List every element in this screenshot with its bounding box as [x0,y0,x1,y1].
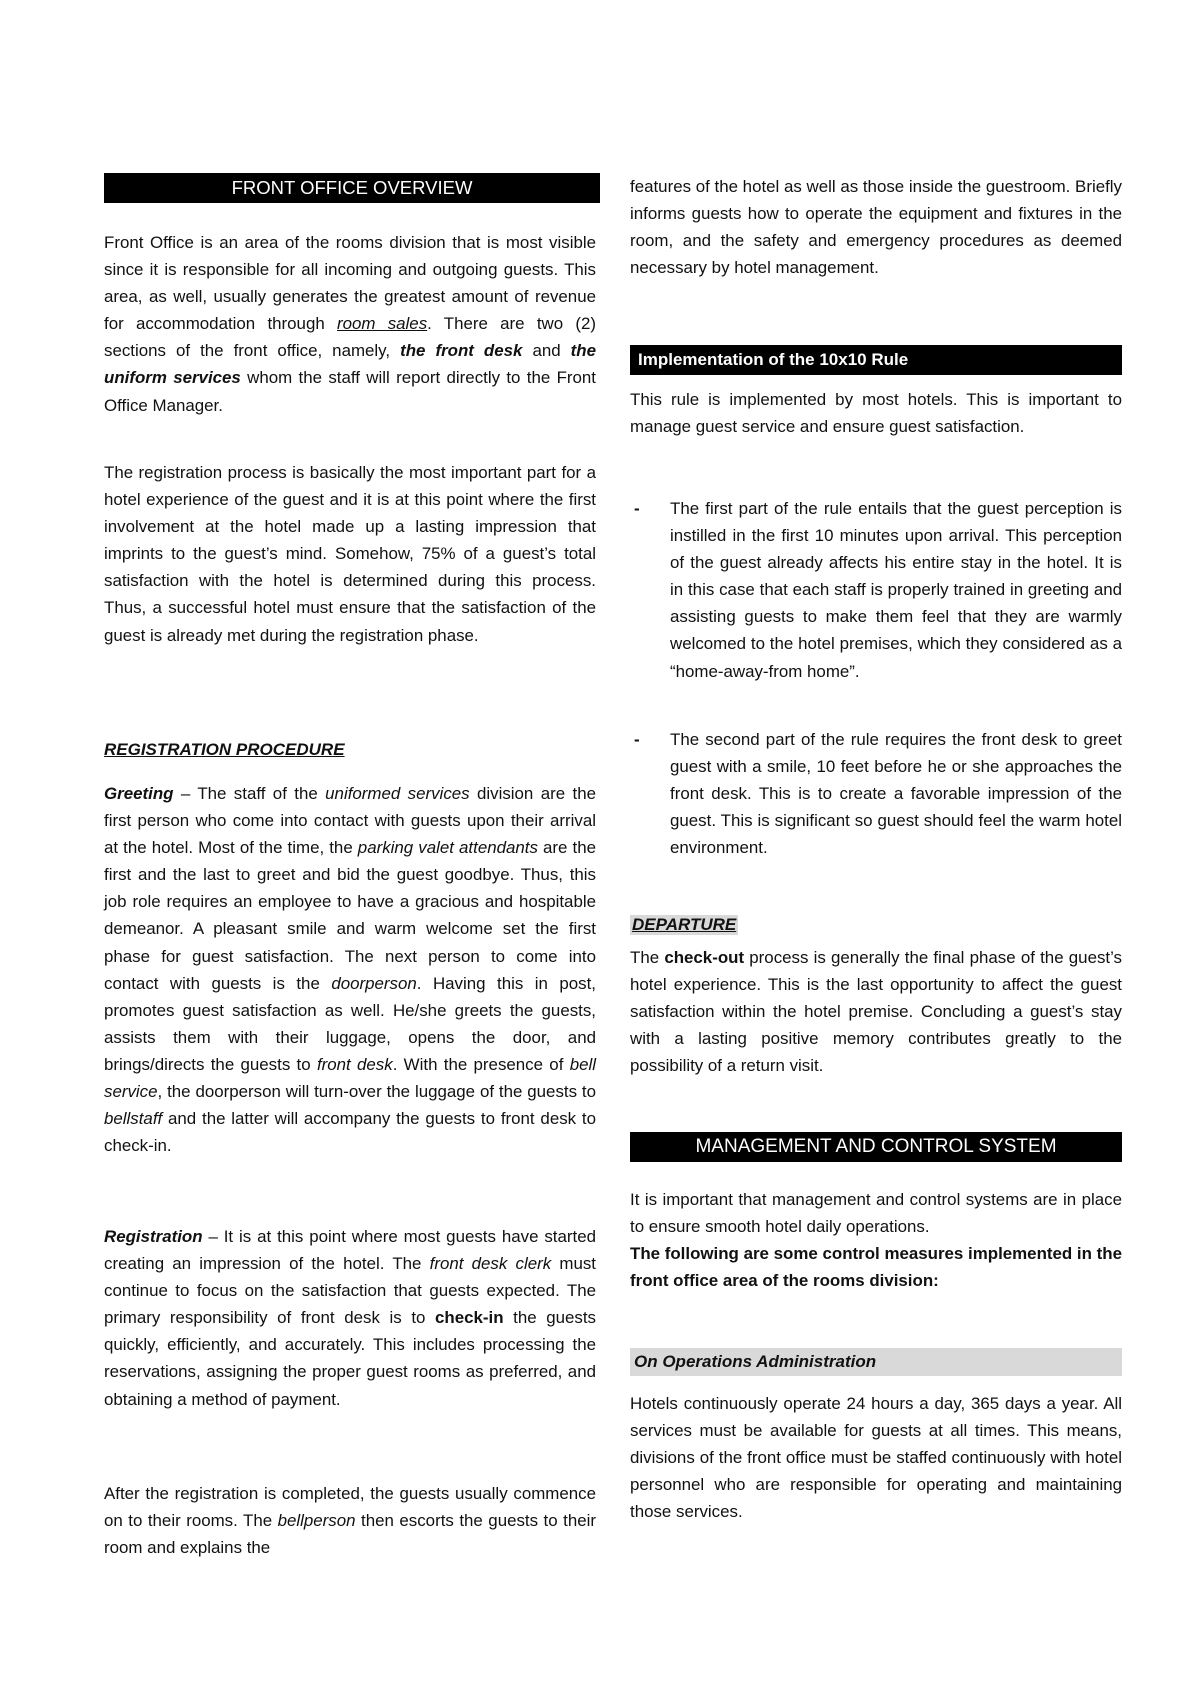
front-desk-term: the front desk [400,341,523,361]
departure-text-b: process is generally the final phase of the guest’s hotel experience. This is the last opportunity to affect the guest satisfaction within the hotel premise. Concluding a guest’s stay with a lasting positive memory contributes greatly to the possibility of a return visit. [630,948,1122,1076]
right-column [630,0,1122,1697]
management-control-heading: MANAGEMENT AND CONTROL SYSTEM [630,1132,1122,1162]
overview-text-c: whom the staff will report directly to the Front Office Manager. [104,368,597,415]
management-paragraph-2: The following are some control measures implemented in the front office area of the rooms division: [630,1244,1122,1291]
overview-text-a: Front Office is an area of the rooms division that is most visible since it is responsible for all incoming and outgoing guests. This area, as well, usually generates the greatest amount of revenue for accommodation through [104,233,596,334]
front-office-overview-heading: FRONT OFFICE OVERVIEW [104,173,600,203]
greeting-text-a: division are the first person who come into contact with guests upon their arrival at the hotel. Most of the time, the [104,784,596,858]
registration-text-b: must continue to focus on the satisfaction that guests expected. The primary responsibility of front desk is to [104,1254,596,1328]
check-in-term: check-in [435,1308,504,1328]
greeting-text-f: and the latter will accompany the guests to front desk to check-in. [104,1109,596,1156]
registration-text-c: the guests quickly, efficiently, and accurately. This includes processing the reservations, assigning the proper guest rooms as preferred, and obtaining a method of payment. [104,1308,596,1409]
uniformed-services-term: uniformed services [325,784,470,803]
after-text-b: then escorts the guests to their room and explains the [104,1511,596,1558]
registration-procedure-heading: REGISTRATION PROCEDURE [104,740,345,759]
after-text-a: After the registration is completed, the guests usually commence on to their rooms. The [104,1484,596,1531]
overview-text-b: . There are two (2) sections of the front office, namely, [104,314,597,361]
greeting-label: Greeting [104,784,174,803]
departure-heading: DEPARTURE [632,915,737,934]
overview-paragraph [104,229,596,419]
features-continuation-paragraph: features of the hotel as well as those inside the guestroom. Briefly informs guests how to operate the equipment and fixtures in the room, and the safety and emergency procedures as deemed necessary by hotel management. [630,177,1122,278]
room-sales-term: room sales [336,314,428,334]
uniform-services-term: the uniform services [104,341,596,388]
greeting-dash: – The staff of the [173,784,326,803]
greeting-text-b: are the first and the last to greet and bid the guest goodbye. Thus, this job role requires an employee to have a gracious and hospitable demeanor. A pleasant smile and warm welcome set the first phase for guest satisfaction. The next person to come into contact with guests is the [104,838,596,993]
greeting-text-e: , the doorperson will turn-over the luggage of the guests to [157,1082,596,1102]
rule-bullet-2-text: The second part of the rule requires the front desk to greet guest with a smile, 10 feet before he or she approaches the front desk. This is to create a favorable impression of the guest. This is significant so guest should feel the warm hotel environment. [670,730,1122,858]
left-column [104,0,596,1697]
bullet-dash-icon: - [634,499,640,518]
rule-bullet-1-text: The first part of the rule entails that the guest perception is instilled in the first 10 minutes upon arrival. This perception of the guest already affects his entire stay in the hotel. It is in this case that each staff is properly trained in greeting and assisting guests to make them feel that they are warmly welcomed to the hotel premises, which they considered as a “home-away-from home”. [670,499,1122,681]
front-desk-italic-term: front desk [316,1054,393,1074]
greeting-text-d: . With the presence of [392,1054,570,1074]
registration-paragraph [104,1223,596,1413]
doorperson-term: doorperson [331,973,417,993]
after-registration-paragraph [104,1480,596,1561]
operations-administration-heading: On Operations Administration [630,1348,1122,1376]
bullet-dash-icon: - [634,730,640,749]
registration-dash: – [202,1227,224,1246]
rule-intro-paragraph: This rule is implemented by most hotels. This is important to manage guest service and ensure guest satisfaction. [630,390,1122,437]
check-out-term: check-out [664,948,745,967]
bellstaff-term: bellstaff [104,1109,163,1129]
management-paragraph-1: It is important that management and control systems are in place to ensure smooth hotel daily operations. [630,1190,1122,1237]
ten-by-ten-rule-heading: Implementation of the 10x10 Rule [630,345,1122,375]
departure-text-a: The [630,948,665,967]
greeting-text-c: . Having this in post, promotes guest satisfaction as well. He/she greets the guests, assists them with their luggage, opens the door, and brings/directs the guests to [104,973,597,1074]
operations-paragraph: Hotels continuously operate 24 hours a day, 365 days a year. All services must be available for guests at all times. This means, divisions of the front office must be staffed continuously with hotel personnel who are responsible for operating and maintaining those services. [630,1394,1122,1522]
bell-service-term: bell service [104,1054,596,1102]
departure-paragraph [630,944,1122,1079]
registration-label: Registration [104,1227,203,1246]
parking-valet-term: parking valet attendants [357,838,538,858]
front-desk-clerk-term: front desk clerk [429,1254,552,1274]
greeting-paragraph [104,780,596,1159]
overview-and: and [522,341,571,361]
bellperson-term: bellperson [277,1511,356,1531]
registration-text-a: It is at this point where most guests have started creating an impression of the hotel. The [104,1227,596,1274]
registration-process-paragraph: The registration process is basically the most important part for a hotel experience of the guest and it is at this point where the first involvement at the hotel made up a lasting impression that imprints to the guest’s mind. Somehow, 75% of a guest’s total satisfaction with the hotel is determined during this process. Thus, a successful hotel must ensure that the satisfaction of the guest is already met during the registration phase. [104,463,596,645]
